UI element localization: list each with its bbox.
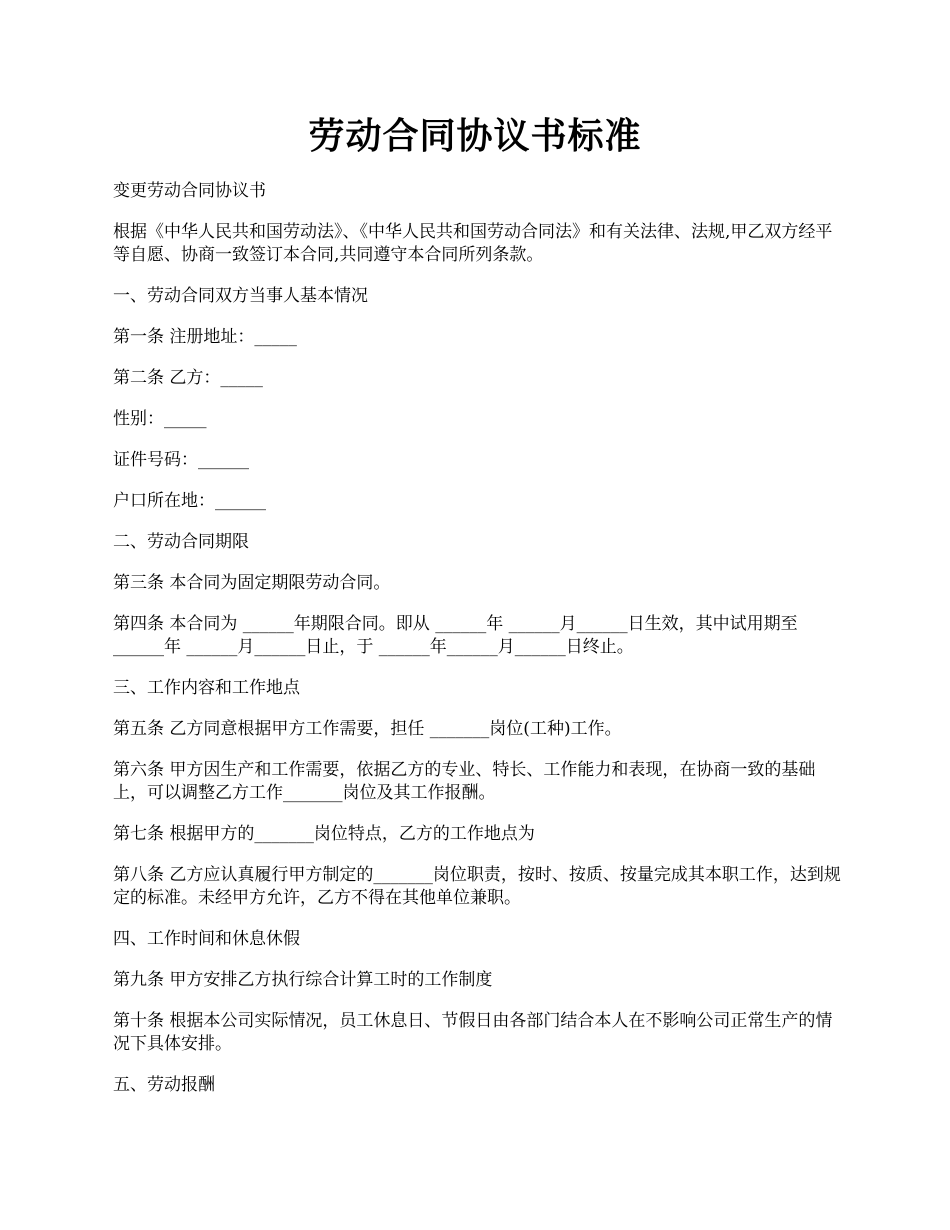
clause-9: 第九条 甲方安排乙方执行综合计算工时的工作制度 <box>113 970 493 990</box>
clause-10: 第十条 根据本公司实际情况，员工休息日、节假日由各部门结合本人在不影响公司正常生产的情况下具体安排。 <box>113 1011 833 1054</box>
section-heading-5: 五、劳动报酬 <box>113 1075 215 1095</box>
field-gender: 性别：_____ <box>113 409 207 429</box>
paragraph-preamble: 根据《中华人民共和国劳动法》、《中华人民共和国劳动合同法》和有关法律、法规,甲乙双方经平等自愿、协商一致签订本合同,共同遵守本合同所列条款。 <box>113 222 833 265</box>
section-heading-1: 一、劳动合同双方当事人基本情况 <box>113 286 368 306</box>
document-body <box>113 180 843 1115</box>
section-heading-2: 二、劳动合同期限 <box>113 532 249 552</box>
field-id-number: 证件号码：______ <box>113 450 249 470</box>
clause-8: 第八条 乙方应认真履行甲方制定的_______岗位职责，按时、按质、按量完成其本职工作，达到规定的标准。未经甲方允许，乙方不得在其他单位兼职。 <box>113 865 841 908</box>
clause-3: 第三条 本合同为固定期限劳动合同。 <box>113 573 391 593</box>
field-household-registration: 户口所在地：______ <box>113 491 266 511</box>
clause-6: 第六条 甲方因生产和工作需要，依据乙方的专业、特长、工作能力和表现，在协商一致的基础上，可以调整乙方工作_______岗位及其工作报酬。 <box>113 760 816 803</box>
clause-1: 第一条 注册地址：_____ <box>113 327 297 347</box>
section-heading-4: 四、工作时间和休息休假 <box>113 929 300 949</box>
clause-7: 第七条 根据甲方的_______岗位特点，乙方的工作地点为 <box>113 824 535 844</box>
clause-4: 第四条 本合同为 ______年期限合同。即从 ______年 ______月______日生效，其中试用期至 ______年 ______月______日止，于 ______年______月______日终止。 <box>113 614 798 657</box>
clause-5: 第五条 乙方同意根据甲方工作需要，担任 _______岗位(工种)工作。 <box>113 719 622 739</box>
document-title: 劳动合同协议书标准 <box>308 115 642 157</box>
clause-2: 第二条 乙方：_____ <box>113 368 263 388</box>
section-heading-3: 三、工作内容和工作地点 <box>113 678 300 698</box>
paragraph-subtitle: 变更劳动合同协议书 <box>113 181 266 201</box>
